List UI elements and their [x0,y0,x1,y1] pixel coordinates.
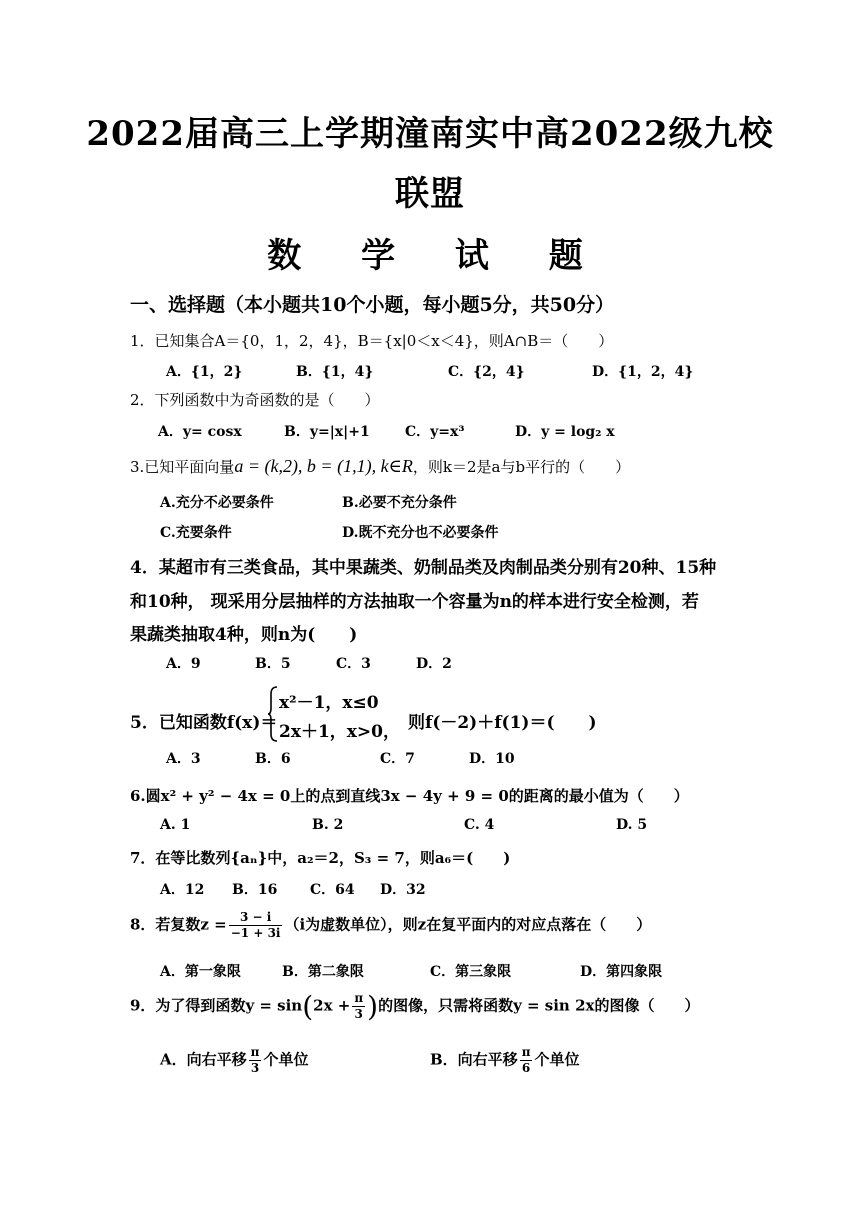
q5-option-c: C．7 [380,751,415,767]
q6-option-a: A. 1 [160,817,191,833]
exam-subject: 数 学 试 题 [267,236,593,276]
q5-option-a: A．3 [166,751,201,767]
q9-option-b-after: 个单位 [534,1050,580,1069]
question-6-stem: 6.圆x² + y² − 4x = 0上的点到直线3x − 4y + 9 = 0的距离的最小值为（ ） [130,787,689,805]
q2-option-b: B．y=|x|+1 [284,424,370,440]
question-7-stem: 7．在等比数列{aₙ}中，a₂＝2，S₃ = 7，则a₆＝( ) [130,849,511,867]
question-8-stem [130,910,651,941]
q5-option-d: D．10 [469,751,515,767]
q3-vector-formula: a = (k,2), b = (1,1), k∈R [234,456,413,476]
question-1-stem: 1．已知集合A＝{0，1，2，4}，B＝{x|0＜x＜4}，则A∩B＝（ ） [130,332,614,350]
q7-option-b: B．16 [232,882,278,898]
q3-option-a: A.充分不必要条件 [160,495,274,511]
q9-option-b-numerator: π [521,1045,531,1059]
q3-option-b: B.必要不充分条件 [342,495,457,511]
q5-case-1: x²－1，x≤0 [279,693,379,713]
q7-option-c: C．64 [310,882,355,898]
q9-stem-before: 9．为了得到函数y = sin [130,996,303,1015]
q8-option-a: A．第一象限 [160,964,241,980]
q3-stem-after: ，则k＝2是a与b平行的（ ） [412,458,631,476]
q6-option-b: B. 2 [312,817,344,833]
q8-option-b: B．第二象限 [282,964,364,980]
q6-option-c: C. 4 [464,817,495,833]
q2-option-a: A．y= cosx [158,424,242,440]
q9-fraction [352,991,365,1022]
exam-title-line2: 联盟 [395,174,465,214]
question-4-line3: 果蔬类抽取4种，则n为( ) [130,625,358,645]
q9-option-a-numerator: π [250,1045,260,1059]
q8-frac-numerator: 3 − i [229,910,283,926]
question-5-stem-before: 5．已知函数f(x)＝ [130,713,278,733]
q3-option-c: C.充要条件 [160,525,232,541]
q9-option-b-fraction [520,1045,533,1076]
q2-option-d: D．y = log₂ x [515,424,615,440]
q9-option-a-after: 个单位 [263,1050,309,1069]
question-4-line2: 和10种， 现采用分层抽样的方法抽取一个容量为n的样本进行安全检测，若 [130,592,699,612]
q9-paren-close: ) [367,990,379,1023]
q9-option-a-denominator: 3 [250,1061,260,1075]
q6-option-d: D. 5 [616,817,648,833]
q5-option-b: B．6 [255,751,291,767]
q7-option-a: A．12 [160,882,205,898]
q9-option-a-before: A．向右平移 [160,1050,247,1069]
q1-option-a: A．{1，2} [166,364,243,380]
q3-option-d: D.既不充分也不必要条件 [342,525,499,541]
q9-stem-after: 的图像，只需将函数y = sin 2x的图像（ ） [378,996,700,1015]
q4-option-a: A．9 [166,656,201,672]
q1-option-d: D．{1，2，4} [592,364,694,380]
q9-option-b-before: B．向右平移 [430,1050,518,1069]
q9-frac-numerator: π [354,991,364,1005]
q5-case-2: 2x＋1，x>0， [279,722,401,742]
q9-option-b-denominator: 6 [521,1061,531,1075]
q8-stem-before: 8．若复数z = [130,915,227,934]
section-heading: 一、选择题（本小题共10个小题，每小题5分，共50分） [130,294,615,316]
q8-option-d: D．第四象限 [580,964,663,980]
question-2-stem: 2．下列函数中为奇函数的是（ ） [130,391,380,409]
q1-option-c: C．{2，4} [448,364,525,380]
q9-option-a-fraction [249,1045,262,1076]
question-4-line1: 4．某超市有三类食品，其中果蔬类、奶制品类及肉制品类分别有20种、15种 [130,558,717,578]
q8-fraction [229,910,283,941]
q4-option-b: B．5 [255,656,291,672]
q9-inner-before: 2x + [313,996,351,1015]
q8-frac-denominator: −1 + 3i [230,926,281,940]
q7-option-d: D．32 [380,882,426,898]
q4-option-d: D．2 [416,656,452,672]
exam-title-line1: 2022届高三上学期潼南实中高2022级九校 [86,114,774,154]
q1-option-b: B．{1，4} [296,364,374,380]
q3-stem-before: 3.已知平面向量 [130,458,235,476]
question-3-stem [130,456,630,477]
question-9-stem [130,990,699,1023]
q8-stem-after: （i为虚数单位），则z在复平面内的对应点落在（ ） [284,915,652,934]
q9-option-b [430,1045,580,1076]
question-5-stem-after: 则f(－2)＋f(1)＝( ) [408,713,597,733]
q2-option-c: C．y=x³ [405,424,465,440]
piecewise-brace [267,686,279,742]
q8-option-c: C．第三象限 [430,964,512,980]
q9-frac-denominator: 3 [354,1007,363,1021]
q9-option-a [160,1045,308,1076]
q4-option-c: C．3 [336,656,371,672]
q9-paren-open: ( [302,990,314,1023]
